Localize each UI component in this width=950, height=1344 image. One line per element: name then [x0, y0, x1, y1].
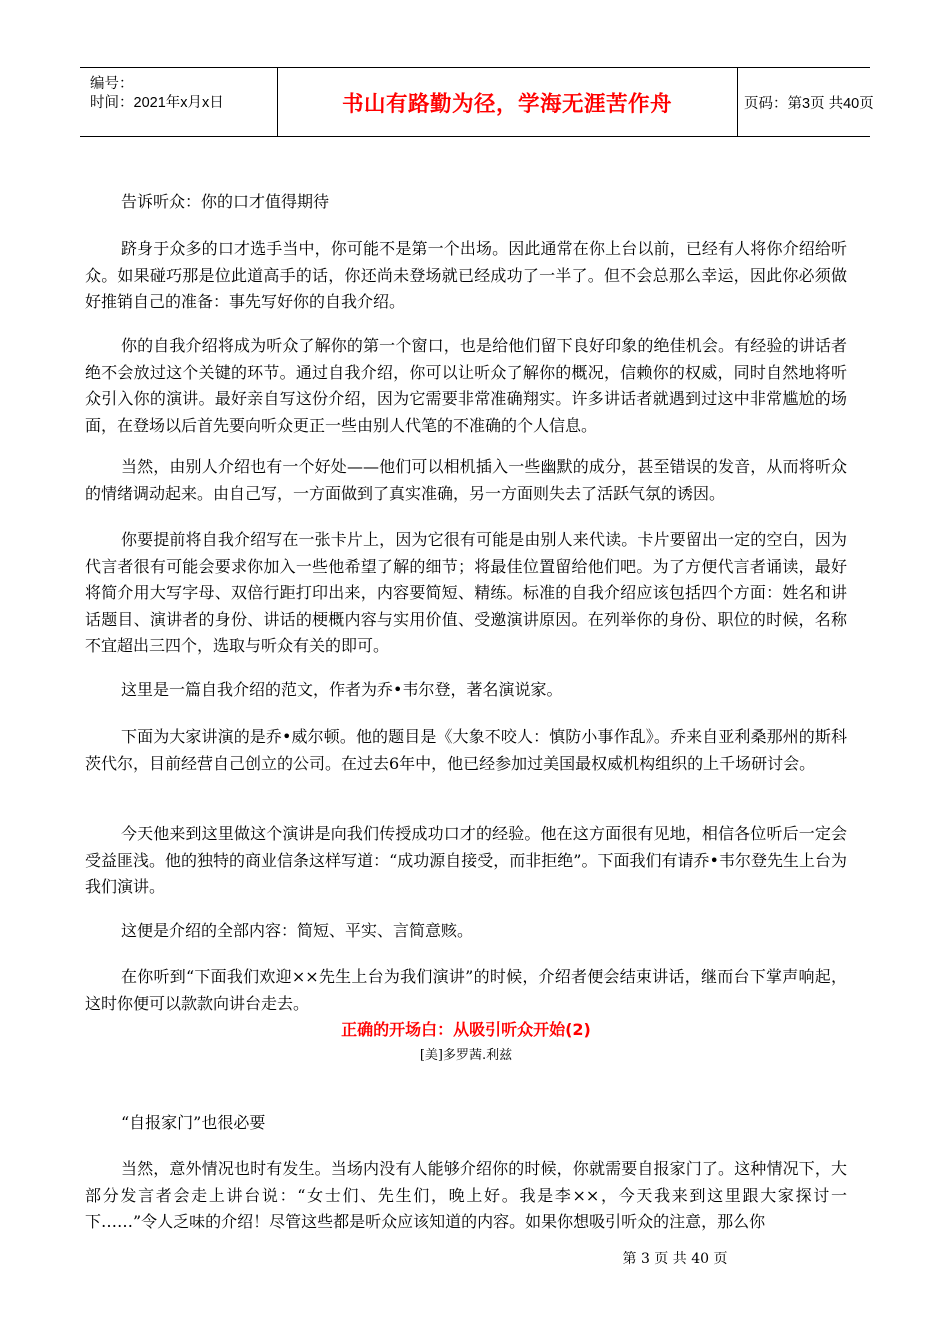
section-author: [美]多罗茜.利兹 — [419, 1048, 513, 1063]
paragraph: 下面为大家讲演的是乔•威尔顿。他的题目是《大象不咬人：慎防小事作乱》。乔来自亚利桑那州的斯科茨代尔，目前经营自己创立的公司。在过去6年中，他已经参加过美国最权威机构组织的上千场研讨会。 — [85, 727, 847, 773]
header-page-cell — [737, 68, 874, 136]
paragraph-heading-1: 告诉听众：你的口才值得期待 — [121, 192, 330, 211]
header-motto-cell — [277, 68, 738, 136]
paragraph: 跻身于众多的口才选手当中，你可能不是第一个出场。因此通常在你上台以前，已经有人将你介绍给听众。如果碰巧那是位此道高手的话，你还尚未登场就已经成功了一半了。但不会总那么幸运，因此你必须做好推销自己的准备：事先写好你的自我介绍。 — [85, 239, 847, 311]
paragraph: 这里是一篇自我介绍的范文，作者为乔•韦尔登，著名演说家。 — [121, 680, 563, 699]
paragraph-heading-2: “自报家门”也很必要 — [121, 1113, 266, 1132]
header-motto: 书山有路勤为径，学海无涯苦作舟 — [341, 91, 672, 117]
paragraph: 你的自我介绍将成为听众了解你的第一个窗口，也是给他们留下良好印象的绝佳机会。有经验的讲话者绝不会放过这个关键的环节。通过自我介绍，你可以让听众了解你的概况，信赖你的权威，同时自然地将听众引入你的演讲。最好亲自写这份介绍，因为它需要非常准确翔实。许多讲话者就遇到过这中非常尴尬的场面，在登场以后首先要向听众更正一些由别人代笔的不准确的个人信息。 — [85, 336, 847, 435]
header-table — [80, 67, 874, 137]
paragraph: 在你听到“下面我们欢迎××先生上台为我们演讲”的时候，介绍者便会结束讲话，继而台下掌声响起，这时你便可以款款向讲台走去。 — [85, 967, 847, 1013]
paragraph: 当然，意外情况也时有发生。当场内没有人能够介绍你的时候，你就需要自报家门了。这种情况下，大部分发言者会走上讲台说：“女士们、先生们，晚上好。我是李××，今天我来到这里跟大家探讨一下……”令人乏味的介绍！尽管这些都是听众应该知道的内容。如果你想吸引听众的注意，那么你 — [85, 1159, 847, 1231]
paragraph: 你要提前将自我介绍写在一张卡片上，因为它很有可能是由别人来代读。卡片要留出一定的空白，因为代言者很有可能会要求你加入一些他希望了解的细节；将最佳位置留给他们吧。为了方便代言者诵读，最好将简介用大写字母、双倍行距打印出来，内容要简短、精练。标准的自我介绍应该包括四个方面：姓名和讲话题目、演讲者的身份、讲话的梗概内容与实用价值、受邀演讲原因。在列举你的身份、职位的时候，名称不宜超出三四个，选取与听众有关的即可。 — [85, 530, 847, 655]
header-meta-cell — [80, 68, 278, 136]
header-page-code: 页码：第3页 共40页 — [744, 95, 874, 112]
document-number-label: 编号： — [90, 76, 134, 92]
page-footer: 第 3 页 共 40 页 — [622, 1251, 728, 1267]
section-title: 正确的开场白：从吸引听众开始(2) — [341, 1020, 591, 1039]
document-time-label: 时间：2021年x月x日 — [90, 95, 224, 111]
paragraph: 当然，由别人介绍也有一个好处——他们可以相机插入一些幽默的成分，甚至错误的发音，从而将听众的情绪调动起来。由自己写，一方面做到了真实准确，另一方面则失去了活跃气氛的诱因。 — [85, 457, 847, 503]
paragraph: 这便是介绍的全部内容：简短、平实、言简意赅。 — [121, 921, 474, 940]
paragraph: 今天他来到这里做这个演讲是向我们传授成功口才的经验。他在这方面很有见地，相信各位听后一定会受益匪浅。他的独特的商业信条这样写道：“成功源自接受，而非拒绝”。下面我们有请乔•韦尔登先生上台为我们演讲。 — [85, 824, 847, 896]
